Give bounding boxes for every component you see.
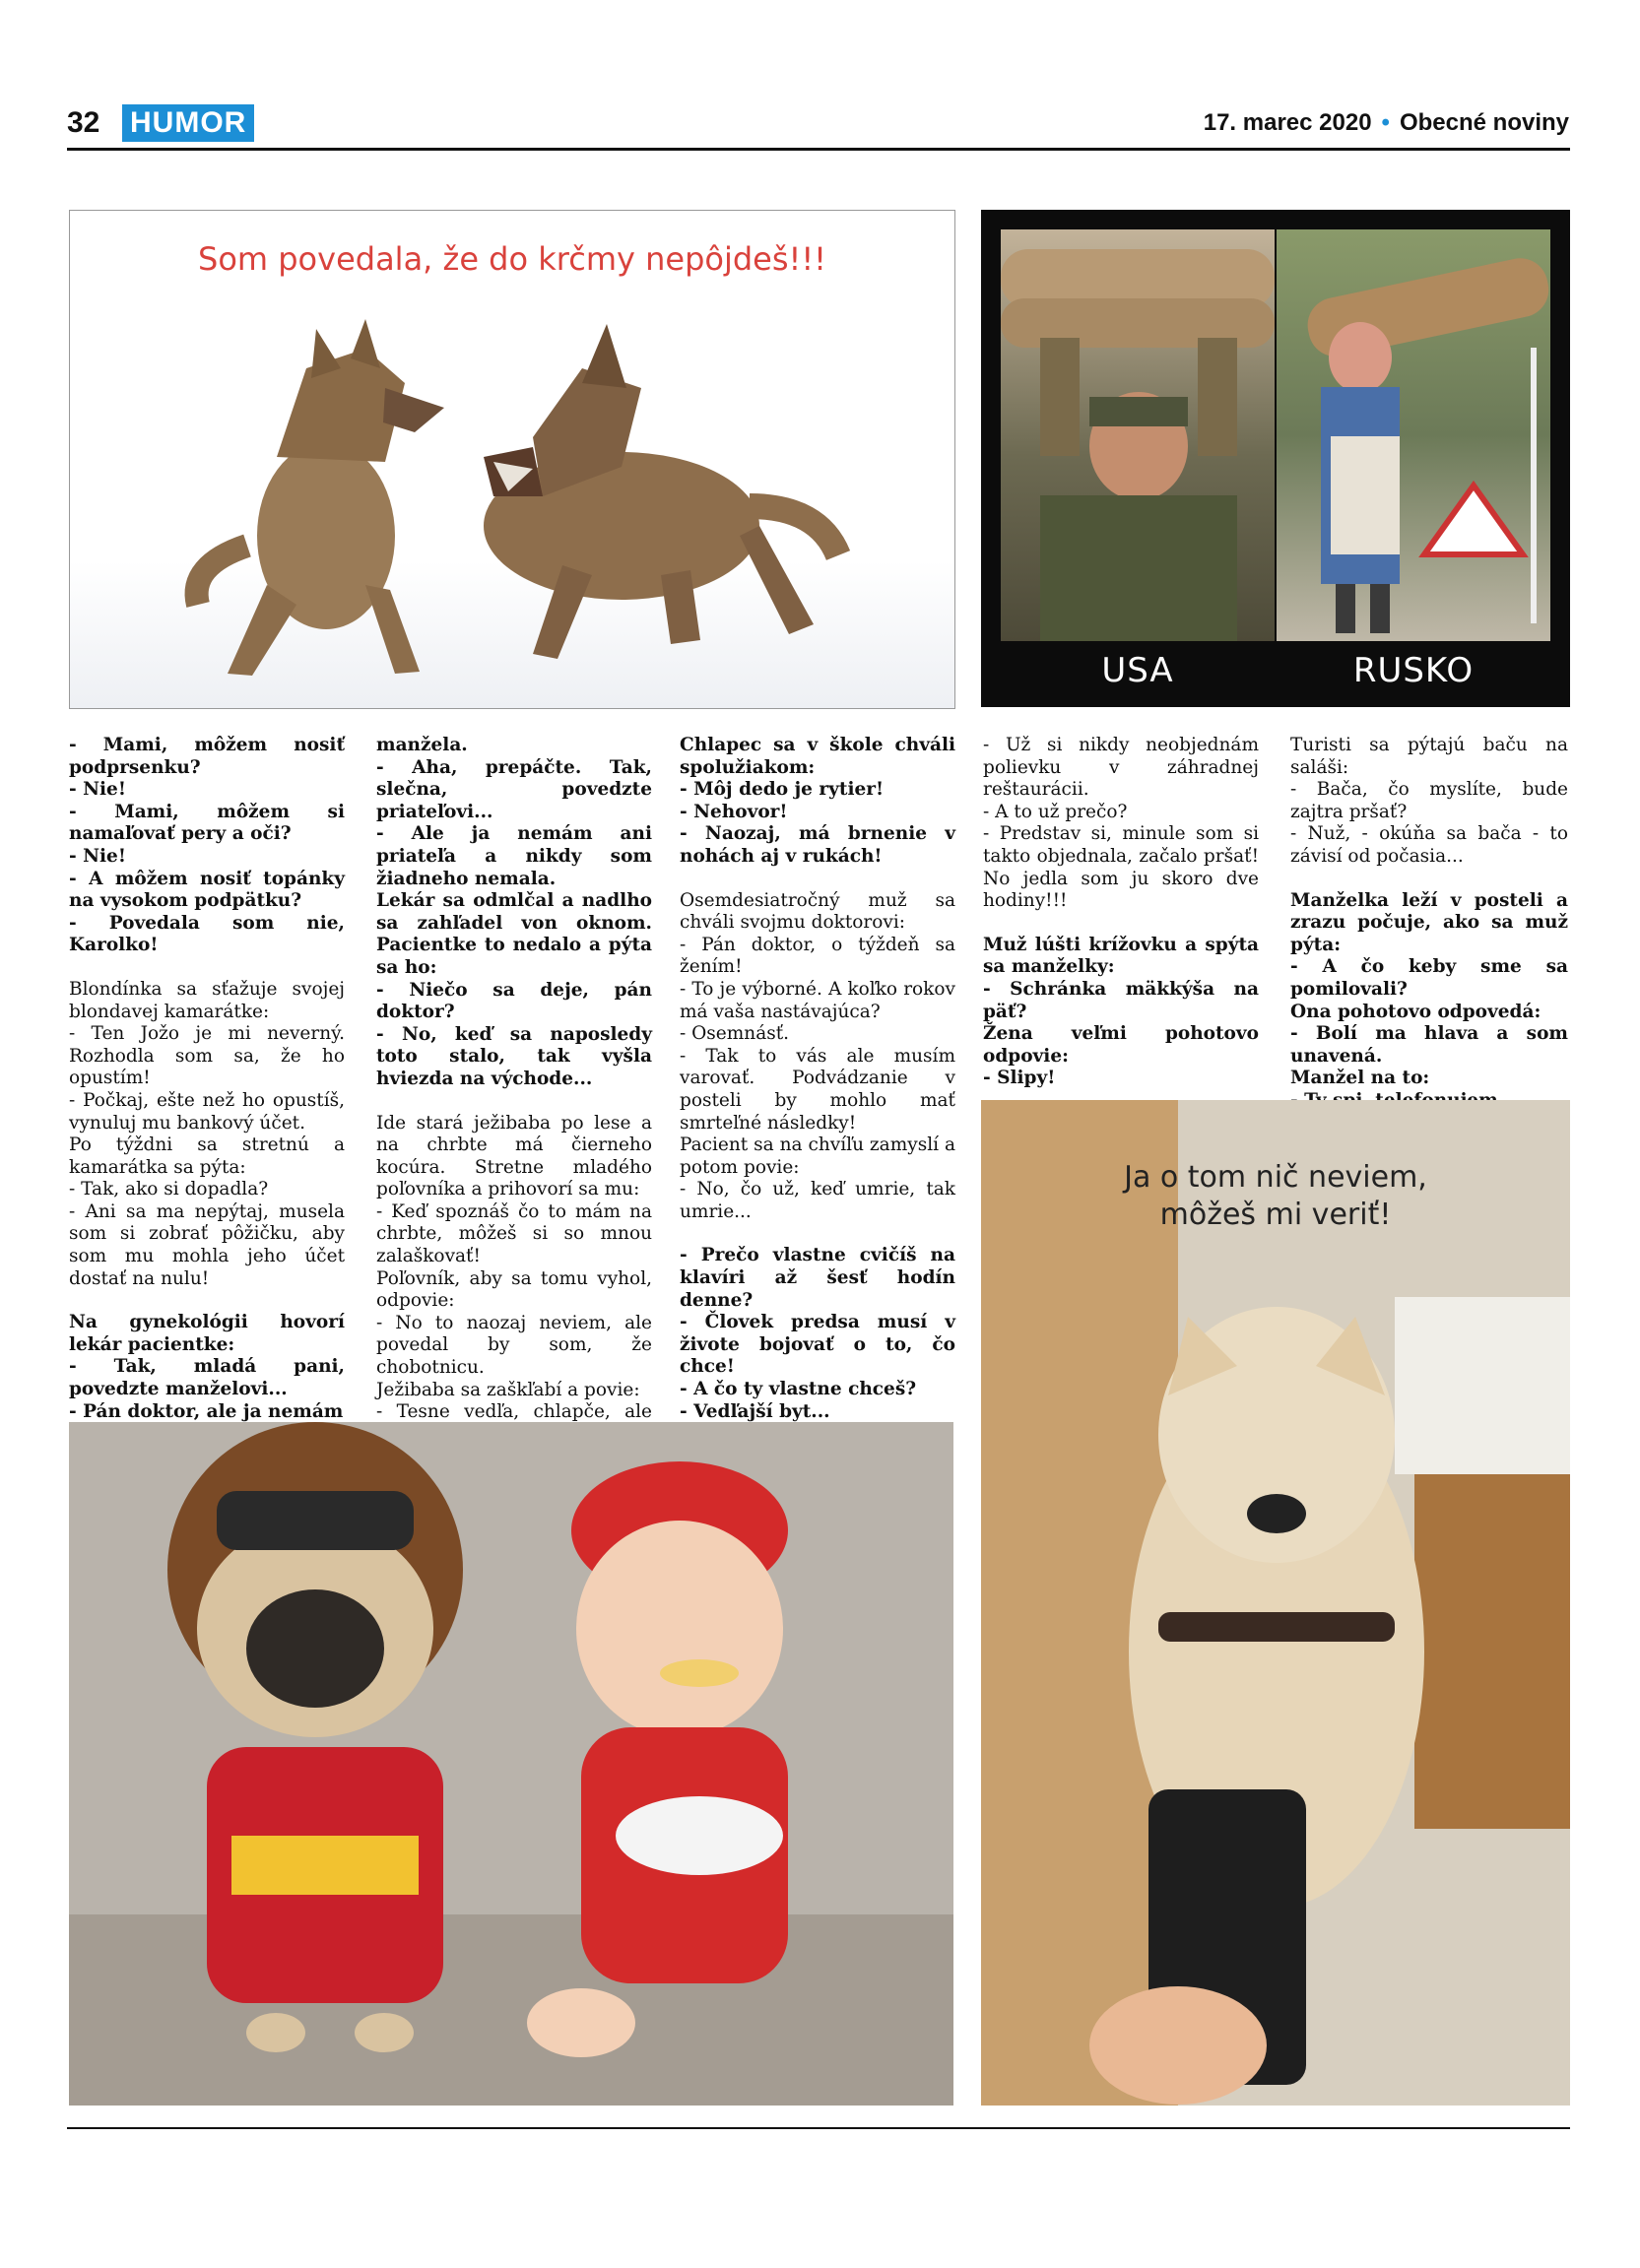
joke-line: Pacient sa na chvíľu zamyslí a potom povie: <box>680 1134 955 1178</box>
joke-line: - No, čo už, keď umrie, tak umrie... <box>680 1179 955 1222</box>
joke-line: Na gynekológii hovorí lekár pacientke: <box>69 1312 345 1355</box>
joke-line: - Povedala som nie, Karolko! <box>69 912 345 956</box>
joke-line: Manžel na to: <box>1290 1068 1430 1089</box>
joke-line: - Bolí ma hlava a som unavená. <box>1290 1023 1568 1067</box>
joke-line: - Môj dedo je rytier! <box>680 779 885 801</box>
joke-line: Lekár sa odmlčal a nadlho sa zahľadel von oknom. Pacientke to nedalo a pýta sa ho: <box>376 890 652 978</box>
joke-line: - Vedľajší byt... <box>680 1400 830 1422</box>
issue-info <box>1204 109 1569 137</box>
joke-line: Osemdesiatročný muž sa chváli svojmu doktorovi: <box>680 889 955 934</box>
joke-line: Manželka leží v posteli a zrazu počuje, ako sa muž pýta: <box>1290 889 1568 955</box>
page-number: 32 <box>67 106 100 139</box>
right-wolf <box>484 324 838 659</box>
joke-line: Poľovník, aby sa tomu vyhol, odpovie: <box>376 1267 652 1312</box>
joke-line: - Mami, môžem nosiť podprsenku? <box>69 735 345 778</box>
joke-line: - Bača, čo myslíte, bude zajtra pršať? <box>1290 779 1568 822</box>
joke-line: Po týždni sa stretnú a kamarátka sa pýta: <box>69 1134 345 1178</box>
joke-line: - Mami, môžem si namaľovať pery a oči? <box>69 801 345 845</box>
joke-column-2 <box>376 735 652 1446</box>
joke-line: Chlapec sa v škole chváli spolužiakom: <box>680 735 955 778</box>
joke-line: - Ten Jožo je mi neverný. Rozhodla som sa, že ho opustím! <box>69 1023 345 1089</box>
joke-line: - A môžem nosiť topánky na vysokom podpätku? <box>69 868 345 912</box>
header-rule <box>67 148 1570 151</box>
rusko-panel <box>1277 229 1550 641</box>
joke-line: Blondínka sa sťažuje svojej blondavej kamarátke: <box>69 978 345 1022</box>
joke-column-1 <box>69 735 345 1423</box>
joke-line: - A čo keby sme sa pomilovali? <box>1290 956 1568 1000</box>
joke-line: - A to už prečo? <box>983 801 1128 822</box>
joke-line: Ide stará ježibaba po lese a na chrbte má čierneho kocúra. Stretne mladého poľovníka a prihovorí sa mu: <box>376 1112 652 1200</box>
wolves-caption: Som povedala, že do krčmy nepôjdeš!!! <box>198 240 826 278</box>
section-label: HUMOR <box>122 104 254 142</box>
joke-line: - Niečo sa deje, pán doktor? <box>376 979 652 1023</box>
joke-line: - Tesne vedľa, chlapče, ale <box>376 1401 652 1423</box>
rusko-label: RUSKO <box>1352 651 1475 690</box>
joke-line: - Prečo vlastne cvičíš na klavíri až šesť hodín denne? <box>680 1245 955 1311</box>
pug-baby-illustration <box>69 1422 953 2106</box>
joke-line: - Keď spoznáš čo to mám na chrbte, môžeš si so mnou zalaškovať! <box>376 1200 652 1267</box>
paragraph-gap <box>680 869 955 890</box>
joke-line: - Ani sa ma nepýtaj, musela som si zobrať pôžičku, aby som mu mohla jeho účet dostať na nulu! <box>69 1200 345 1289</box>
dog-caption-line-1: Ja o tom nič neviem, <box>1124 1160 1427 1195</box>
left-wolf <box>197 319 444 676</box>
dog-remote-photo <box>981 1100 1570 2106</box>
dog-caption <box>981 1159 1570 1234</box>
joke-line: - Nehovor! <box>680 801 788 822</box>
joke-line: - Slipy! <box>983 1068 1056 1089</box>
joke-line: - Človek predsa musí v živote bojovať o to, čo chce! <box>680 1312 955 1378</box>
dog-caption-line-2: môžeš mi veriť! <box>1159 1198 1392 1232</box>
joke-line: - Ale ja nemám ani priateľa a nikdy som žiadneho nemala. <box>376 823 652 889</box>
paragraph-gap <box>1290 869 1568 890</box>
joke-line: - Predstav si, minule som si takto objednala, začalo pršať! No jedla som ju skoro dve hodiny!!! <box>983 823 1259 912</box>
joke-line: - Nie! <box>69 779 126 801</box>
usa-panel <box>1001 229 1275 641</box>
woman-carrying-log <box>1277 229 1550 641</box>
joke-line: - Osemnásť. <box>680 1023 790 1045</box>
paragraph-gap <box>376 1091 652 1113</box>
footer-rule <box>67 2127 1570 2129</box>
joke-line: - Tak, mladá pani, povedzte manželovi... <box>69 1356 345 1400</box>
joke-line: - Schránka mäkkýša na päť? <box>983 978 1259 1022</box>
joke-column-3 <box>680 735 955 1467</box>
joke-line: - Pán doktor, o týždeň sa žením! <box>680 934 955 978</box>
dog-illustration <box>981 1100 1570 2106</box>
joke-line: Žena veľmi pohotovo odpovie: <box>983 1023 1259 1067</box>
joke-line: manžela. <box>376 735 468 755</box>
usa-rusko-photo <box>981 210 1570 707</box>
pug-and-baby-photo <box>69 1422 953 2106</box>
joke-line: - A čo ty vlastne chceš? <box>680 1379 917 1400</box>
joke-line: - No, keď sa naposledy toto stalo, tak vyšla hviezda na východe... <box>376 1023 652 1089</box>
joke-line: - Naozaj, má brnenie v nohách aj v rukách! <box>680 823 955 867</box>
joke-column-4 <box>983 735 1259 1090</box>
joke-line: - Aha, prepáčte. Tak, slečna, povedzte priateľovi... <box>376 756 652 822</box>
joke-line: - No to naozaj neviem, ale povedal by som, že chobotnicu. <box>376 1312 652 1379</box>
usa-label: USA <box>1101 651 1174 690</box>
paragraph-gap <box>69 1290 345 1312</box>
joke-line: - Pán doktor, ale ja nemám <box>69 1400 344 1422</box>
joke-line: Ona pohotovo odpovedá: <box>1290 1001 1542 1022</box>
publication-name: Obecné noviny <box>1399 109 1569 136</box>
joke-line: - Počkaj, ešte než ho opustíš, vynuluj mu bankový účet. <box>69 1089 345 1134</box>
paragraph-gap <box>69 957 345 979</box>
bullet-separator: • <box>1381 109 1390 136</box>
joke-line: - Tak, ako si dopadla? <box>69 1179 269 1200</box>
joke-line: Turisti sa pýtajú baču na saláši: <box>1290 735 1568 778</box>
wolves-illustration <box>70 211 954 708</box>
joke-line: Muž lúšti krížovku a spýta sa manželky: <box>983 934 1259 978</box>
joke-column-5 <box>1290 735 1568 1113</box>
wolves-photo <box>69 210 955 709</box>
issue-date: 17. marec 2020 <box>1203 109 1372 136</box>
joke-line: - Nie! <box>69 845 126 867</box>
joke-line: - Tak to vás ale musím varovať. Podvádzanie v posteli by mohlo mať smrteľné následky! <box>680 1045 955 1134</box>
joke-line: - Nuž, - okúňa sa bača - to závisí od počasia... <box>1290 823 1568 867</box>
soldier-lifting-log <box>1001 229 1275 641</box>
joke-line: Ježibaba sa zaškľabí a povie: <box>376 1379 640 1400</box>
joke-line: - To je výborné. A koľko rokov má vaša nastávajúca? <box>680 978 955 1022</box>
paragraph-gap <box>983 913 1259 935</box>
paragraph-gap <box>680 1223 955 1245</box>
joke-line: - Už si nikdy neobjednám polievku v záhradnej reštaurácii. <box>983 735 1259 801</box>
